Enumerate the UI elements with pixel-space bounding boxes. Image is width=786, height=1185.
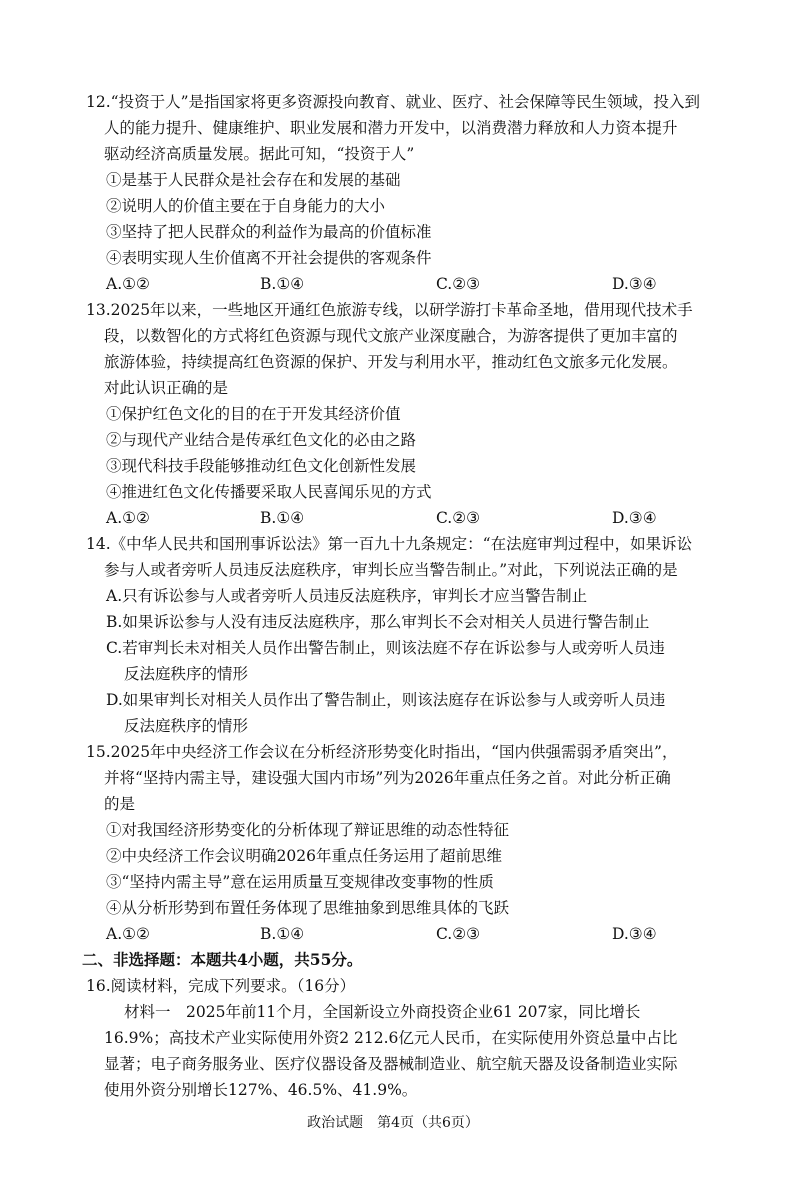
option-d-continued: 反法庭秩序的情形	[124, 717, 249, 735]
option-d: D.如果审判长对相关人员作出了警告制止，则该法庭存在诉讼参与人或旁听人员违	[106, 691, 666, 709]
choice-a: A.①②	[106, 925, 150, 943]
question-stem-line: 13.2025年以来，一些地区开通红色旅游专线，以研学游打卡革命圣地，借用现代技术手	[86, 301, 693, 319]
statement-item: ②中央经济工作会议明确2026年重点任务运用了超前思维	[106, 847, 502, 865]
material-line: 16.9%；高技术产业实际使用外资2 212.6亿元人民币，在实际使用外资总量中占比	[104, 1029, 678, 1047]
question-stem-line: 14.《中华人民共和国刑事诉讼法》第一百九十九条规定：“在法庭审判过程中，如果诉讼	[86, 535, 693, 553]
material-line: 显著；电子商务服务业、医疗仪器设备及器械制造业、航空航天器及设备制造业实际	[104, 1055, 678, 1073]
option-c-continued: 反法庭秩序的情形	[124, 665, 249, 683]
statement-item: ④表明实现人生价值离不开社会提供的客观条件	[106, 249, 432, 267]
choice-a: A.①②	[106, 509, 150, 527]
choice-a: A.①②	[106, 275, 150, 293]
question-stem-line: 参与人或者旁听人员违反法庭秩序，审判长应当警告制止。”对此，下列说法正确的是	[104, 561, 678, 579]
question-stem-line: 人的能力提升、健康维护、职业发展和潜力开发中，以消费潜力释放和人力资本提升	[104, 119, 678, 137]
statement-item: ④推进红色文化传播要采取人民喜闻乐见的方式	[106, 483, 432, 501]
material-line: 使用外资分别增长127%、46.5%、41.9%。	[104, 1081, 418, 1099]
question-stem-line: 旅游体验，持续提高红色资源的保护、开发与利用水平，推动红色文旅多元化发展。	[104, 353, 678, 371]
option-b: B.如果诉讼参与人没有违反法庭秩序，那么审判长不会对相关人员进行警告制止	[106, 613, 650, 631]
choice-d: D.③④	[612, 509, 657, 527]
statement-item: ④从分析形势到布置任务体现了思维抽象到思维具体的飞跃	[106, 899, 510, 917]
choice-c: C.②③	[436, 275, 481, 293]
answer-choices	[106, 274, 726, 294]
statement-item: ①保护红色文化的目的在于开发其经济价值	[106, 405, 401, 423]
question-stem-line: 对此认识正确的是	[104, 379, 229, 397]
choice-c: C.②③	[436, 509, 481, 527]
choice-c: C.②③	[436, 925, 481, 943]
choice-b: B.①④	[260, 509, 305, 527]
statement-item: ②与现代产业结合是传承红色文化的必由之路	[106, 431, 417, 449]
statement-item: ①对我国经济形势变化的分析体现了辩证思维的动态性特征	[106, 821, 510, 839]
question-stem-line: 的是	[104, 795, 136, 813]
question-stem-line: 15.2025年中央经济工作会议在分析经济形势变化时指出，“国内供强需弱矛盾突出”，	[86, 743, 678, 761]
statement-item: ②说明人的价值主要在于自身能力的大小	[106, 197, 386, 215]
option-c: C.若审判长未对相关人员作出警告制止，则该法庭不存在诉讼参与人或旁听人员违	[106, 639, 665, 657]
section-heading: 二、非选择题：本题共4小题，共55分。	[82, 950, 363, 969]
question-stem-line: 16.阅读材料，完成下列要求。（16分）	[86, 977, 356, 995]
statement-item: ①是基于人民群众是社会存在和发展的基础	[106, 171, 401, 189]
choice-d: D.③④	[612, 925, 657, 943]
question-stem-line: 驱动经济高质量发展。据此可知，“投资于人”	[104, 145, 415, 163]
choice-b: B.①④	[260, 925, 305, 943]
question-stem-line: 并将“坚持内需主导，建设强大国内市场”列为2026年重点任务之首。对此分析正确	[104, 769, 671, 787]
question-stem-line: 段，以数智化的方式将红色资源与现代文旅产业深度融合，为游客提供了更加丰富的	[104, 327, 678, 345]
material-line: 材料一 2025年前11个月，全国新设立外商投资企业61 207家，同比增长	[124, 1003, 641, 1021]
answer-choices	[106, 508, 726, 528]
page-footer: 政治试题 第4页（共6页）	[307, 1115, 479, 1131]
answer-choices	[106, 924, 726, 944]
statement-item: ③现代科技手段能够推动红色文化创新性发展	[106, 457, 417, 475]
option-a: A.只有诉讼参与人或者旁听人员违反法庭秩序，审判长才应当警告制止	[106, 587, 588, 605]
choice-b: B.①④	[260, 275, 305, 293]
statement-item: ③坚持了把人民群众的利益作为最高的价值标准	[106, 223, 432, 241]
question-stem-line: 12.“投资于人”是指国家将更多资源投向教育、就业、医疗、社会保障等民生领域，投入到	[86, 93, 701, 111]
statement-item: ③“坚持内需主导”意在运用质量互变规律改变事物的性质	[106, 873, 494, 891]
choice-d: D.③④	[612, 275, 657, 293]
